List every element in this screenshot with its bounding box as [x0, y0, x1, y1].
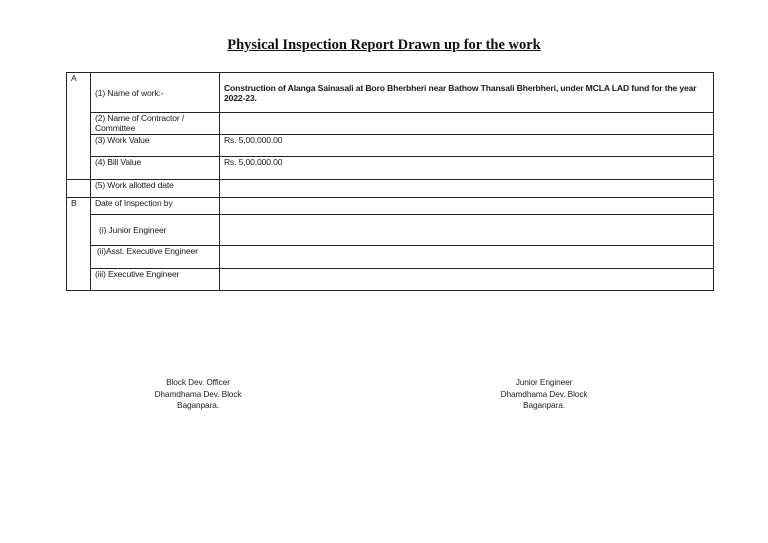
- table-row: [67, 215, 714, 246]
- signature-place: Baganpara.: [177, 400, 219, 410]
- table-row: [67, 73, 714, 113]
- signature-designation: Junior Engineer: [515, 377, 573, 387]
- row-value-asst-exec-engineer: [220, 246, 714, 269]
- signature-block-je: [464, 377, 624, 412]
- row-label: (1) Name of work:-: [91, 73, 220, 113]
- row-label: (2) Name of Contractor / Committee: [91, 113, 220, 135]
- table-row: [67, 246, 714, 269]
- row-value-bill-value: Rs. 5,00,000.00: [220, 157, 714, 180]
- signature-block-name: Dhamdhama Dev. Block: [154, 388, 242, 399]
- row-value-allotted-date: [220, 180, 714, 198]
- section-a-label: A: [67, 73, 91, 180]
- signature-designation: Block Dev. Officer: [166, 377, 230, 387]
- row-value-name-of-work: Construction of Alanga Sainasali at Boro Bherbheri near Bathow Thansali Bherbheri, under MCLA LAD fund for the year 2022-23.: [220, 73, 714, 113]
- signature-block-bdo: [118, 377, 278, 412]
- inspection-table: [66, 72, 714, 291]
- row-label: (5) Work allotted date: [91, 180, 220, 198]
- row-value-contractor: [220, 113, 714, 135]
- row-label: (i) Junior Engineer: [91, 215, 220, 246]
- signature-place: Baganpara.: [523, 400, 565, 410]
- table-row: [67, 113, 714, 135]
- row-label: (ii)Asst. Executive Engineer: [91, 246, 220, 269]
- row-value-inspection-date: [220, 198, 714, 215]
- signature-block-name: Dhamdhama Dev. Block: [500, 388, 588, 399]
- row-label: (iii) Executive Engineer: [91, 269, 220, 291]
- row-label: (4) Bill Value: [91, 157, 220, 180]
- table-row: [67, 180, 714, 198]
- row-value-exec-engineer: [220, 269, 714, 291]
- row-label: Date of Inspection by: [91, 198, 220, 215]
- page-title: Physical Inspection Report Drawn up for the work: [227, 37, 541, 53]
- row-value-work-value: Rs. 5,00,000.00: [220, 135, 714, 157]
- table-row: [67, 198, 714, 215]
- row-value-junior-engineer: [220, 215, 714, 246]
- table-row: [67, 269, 714, 291]
- table-row: [67, 157, 714, 180]
- row-label: (3) Work Value: [91, 135, 220, 157]
- section-b-label: B: [67, 198, 91, 291]
- table-row: [67, 135, 714, 157]
- section-a-spacer: [67, 180, 91, 198]
